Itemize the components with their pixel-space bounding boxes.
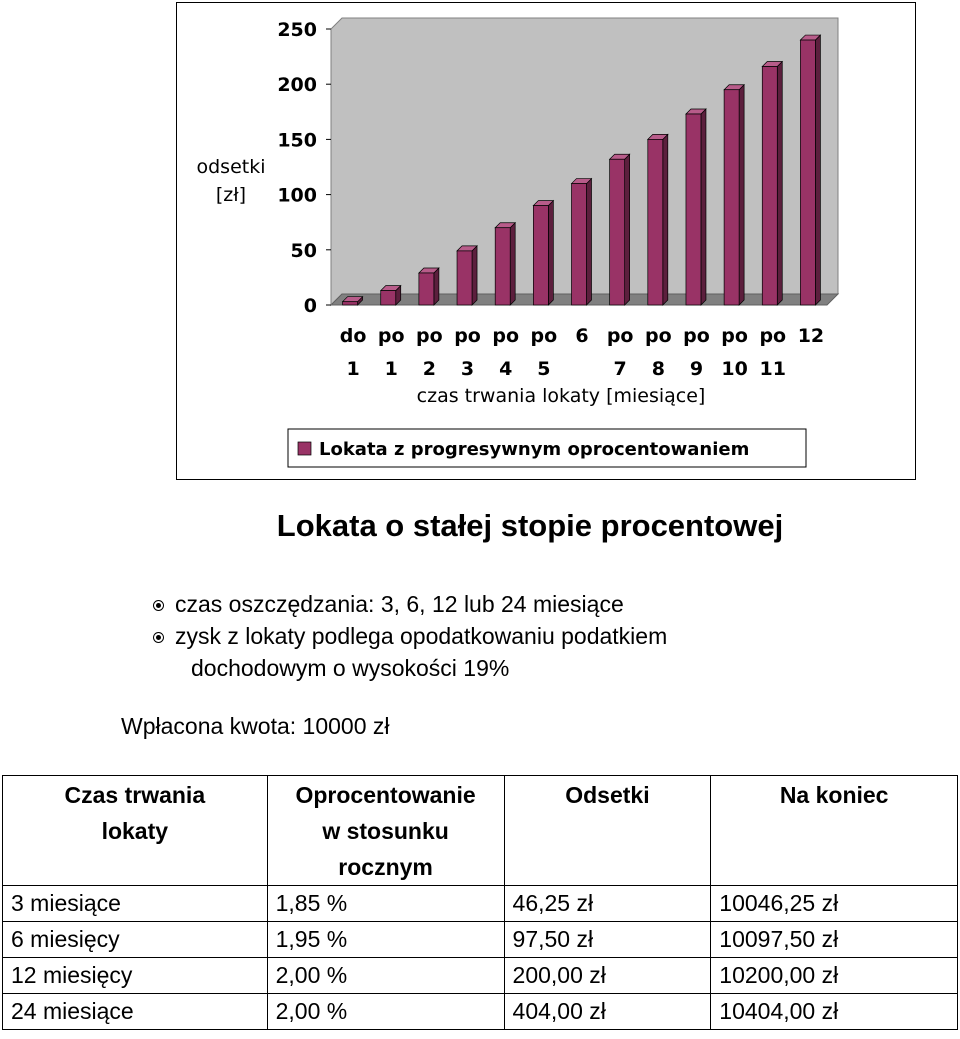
bar [495, 228, 510, 305]
x-tick-label: 1 [384, 358, 398, 380]
cell-rate: 2,00 % [267, 994, 504, 1030]
x-tick-label: po [721, 325, 748, 347]
x-tick-label: po [644, 325, 672, 347]
y-tick-label: 0 [303, 295, 317, 317]
bar [343, 302, 358, 305]
bar-side [701, 109, 706, 305]
bar [572, 184, 587, 305]
x-tick-label: 1 [346, 358, 360, 380]
x-tick-label: po [606, 325, 634, 347]
y-axis-label: [zł] [215, 184, 247, 206]
header-interest [504, 776, 711, 886]
bar-side [472, 246, 477, 305]
bar [457, 251, 472, 305]
bar-side [663, 134, 668, 305]
cell-interest: 97,50 zł [504, 922, 711, 958]
y-tick-label: 50 [290, 239, 317, 262]
bar-side [548, 201, 553, 305]
x-tick-label: po [377, 325, 405, 347]
y-tick-label: 150 [277, 129, 317, 152]
header-interest-rate [267, 776, 504, 886]
bullet-text: czas oszczędzania: 3, 6, 12 lub 24 miesiące [175, 591, 624, 617]
cell-rate: 1,95 % [267, 922, 504, 958]
bar [724, 90, 739, 305]
bullet-text: zysk z lokaty podlega opodatkowaniu podatkiem [175, 623, 668, 649]
bullet-item [153, 620, 667, 684]
header-line: Odsetki [565, 782, 650, 808]
x-tick-label: 2 [422, 358, 437, 380]
bullet-text-continued: dochodowym o wysokości 19% [191, 655, 510, 681]
cell-final: 10200,00 zł [711, 958, 958, 994]
bar [800, 40, 815, 305]
x-tick-label: 5 [537, 358, 551, 380]
bar-side [739, 85, 744, 305]
header-line: Czas trwania [64, 782, 206, 808]
cell-final: 10404,00 zł [711, 994, 958, 1030]
legend-swatch [298, 442, 311, 455]
x-tick-label: 8 [651, 358, 665, 380]
header-line: Na koniec [779, 782, 889, 808]
x-tick-label: po [416, 325, 443, 347]
bar-side [510, 223, 515, 305]
header-final-amount [711, 776, 958, 886]
y-axis-label: odsetki [196, 156, 266, 178]
bar [419, 273, 434, 305]
cell-duration: 12 miesięcy [3, 958, 268, 994]
x-tick-label: 9 [689, 358, 704, 380]
table-row [3, 886, 958, 922]
chart-frame [176, 2, 916, 480]
bar [762, 67, 777, 305]
bullet-list [153, 588, 667, 684]
cell-rate: 1,85 % [267, 886, 504, 922]
x-tick-label: po [759, 325, 787, 347]
x-tick-label: po [683, 325, 710, 347]
x-tick-label: po [530, 325, 558, 347]
cell-duration: 6 miesięcy [3, 922, 268, 958]
bar-side [815, 35, 820, 305]
x-tick-label: 10 [721, 358, 748, 380]
bar-side [587, 179, 592, 305]
table-header-row [3, 776, 958, 886]
x-tick-label: do [339, 325, 367, 347]
header-line: Oprocentowanie [295, 782, 476, 808]
y-tick-label: 250 [277, 19, 317, 41]
table-row [3, 922, 958, 958]
x-tick-label: 11 [759, 358, 786, 380]
cell-final: 10046,25 zł [711, 886, 958, 922]
bar-chart [177, 3, 917, 481]
page-title: Lokata o stałej stopie procentowej [276, 508, 784, 543]
bullet-icon [153, 600, 164, 611]
bar [648, 139, 663, 305]
cell-rate: 2,00 % [267, 958, 504, 994]
bar-side [434, 268, 439, 305]
bullet-item [153, 588, 667, 620]
x-tick-label: 7 [613, 358, 627, 380]
y-tick-label: 200 [277, 74, 317, 97]
header-line: rocznym [338, 854, 433, 880]
cell-interest: 404,00 zł [504, 994, 711, 1030]
x-tick-label: po [492, 325, 520, 347]
deposit-amount: Wpłacona kwota: 10000 zł [121, 713, 390, 739]
cell-interest: 46,25 zł [504, 886, 711, 922]
cell-interest: 200,00 zł [504, 958, 711, 994]
bar [686, 114, 701, 305]
rates-table [2, 775, 958, 1030]
x-tick-label: 3 [460, 358, 475, 380]
x-axis-label: czas trwania lokaty [miesiące] [416, 385, 706, 407]
bar [381, 291, 396, 305]
x-tick-label: 4 [499, 358, 513, 380]
table-row [3, 958, 958, 994]
header-line: lokaty [101, 818, 169, 844]
x-tick-label: po [454, 325, 481, 347]
legend-label: Lokata z progresywnym oprocentowaniem [319, 439, 750, 460]
y-tick-label: 100 [277, 184, 317, 207]
x-tick-label: 12 [797, 325, 825, 347]
bar [610, 159, 625, 305]
x-tick-label: 6 [575, 325, 589, 347]
header-line: w stosunku [322, 818, 449, 844]
bullet-icon [153, 632, 164, 643]
bar [533, 206, 548, 305]
table-row [3, 994, 958, 1030]
cell-duration: 3 miesiące [3, 886, 268, 922]
bar-side [777, 62, 782, 305]
cell-duration: 24 miesiące [3, 994, 268, 1030]
cell-final: 10097,50 zł [711, 922, 958, 958]
bar-side [625, 154, 630, 305]
header-duration [3, 776, 268, 886]
